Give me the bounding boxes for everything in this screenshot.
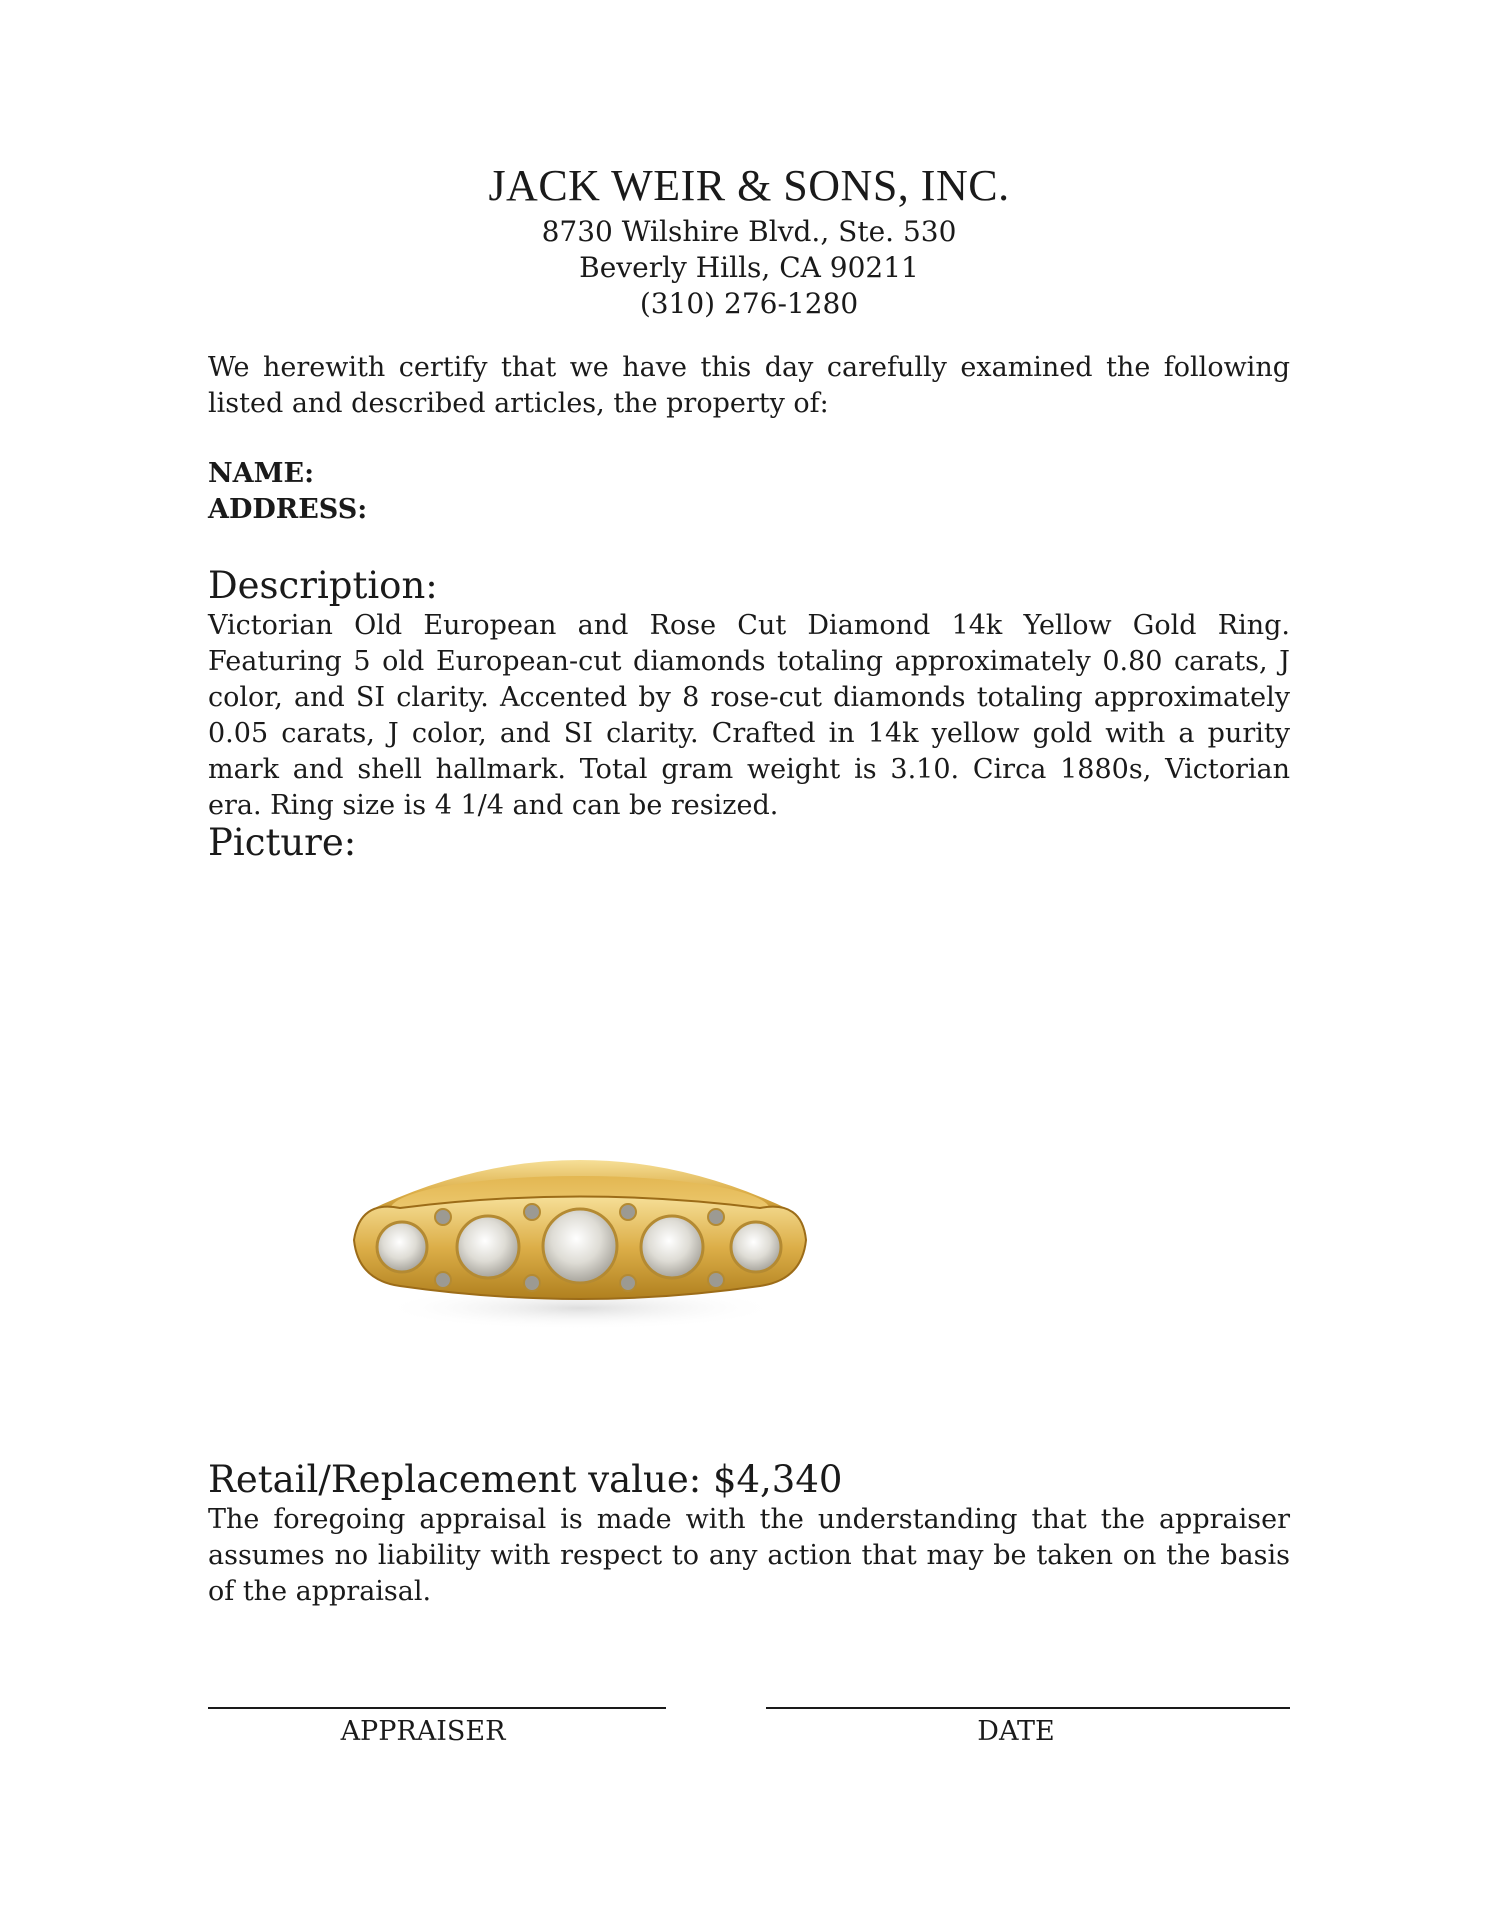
letterhead	[0, 158, 1498, 322]
appraiser-signature-line	[208, 1707, 666, 1709]
replacement-value: Retail/Replacement value: $4,340	[208, 1458, 843, 1501]
rose-diamond-8	[708, 1272, 724, 1288]
address-label: ADDRESS:	[208, 494, 368, 525]
rose-diamond-3	[524, 1204, 540, 1220]
company-name: JACK WEIR & SONS, INC.	[488, 161, 1010, 210]
company-city-state-zip: Beverly Hills, CA 90211	[579, 251, 919, 284]
diamond-2	[457, 1216, 519, 1278]
diamond-5	[731, 1222, 781, 1272]
company-street-address: 8730 Wilshire Blvd., Ste. 530	[541, 215, 957, 248]
certification-statement: We herewith certify that we have this day carefully examined the following listed and described articles, the property of:	[208, 352, 1290, 419]
rose-diamond-6	[620, 1275, 636, 1291]
date-signature-line	[766, 1707, 1290, 1709]
ring-photo	[340, 1090, 820, 1390]
diamond-1	[377, 1222, 427, 1272]
date-label: DATE	[977, 1716, 1055, 1747]
diamond-4	[641, 1216, 703, 1278]
rose-diamond-4	[524, 1275, 540, 1291]
rose-diamond-1	[435, 1209, 451, 1225]
diamond-3	[543, 1209, 617, 1283]
picture-heading: Picture:	[208, 821, 357, 864]
liability-disclaimer: The foregoing appraisal is made with the understanding that the appraiser assumes no liability with respect to any action that may be taken on the basis of the appraisal.	[208, 1504, 1290, 1607]
appraiser-label: APPRAISER	[340, 1716, 506, 1747]
rose-diamond-5	[620, 1204, 636, 1220]
rose-diamond-7	[708, 1209, 724, 1225]
description-body: Victorian Old European and Rose Cut Diamond 14k Yellow Gold Ring. Featuring 5 old European-cut diamonds totaling approximately 0.80 carats, J color, and SI clarity. Accented by 8 rose-cut diamonds totaling approximately 0.05 carats, J color, and SI clarity. Crafted in 14k yellow gold with a purity mark and shell hallmark. Total gram weight is 3.10. Circa 1880s, Victorian era. Ring size is 4 1/4 and can be resized.	[208, 610, 1290, 821]
rose-diamond-2	[435, 1272, 451, 1288]
ring-illustration	[340, 1090, 820, 1390]
description-heading: Description:	[208, 564, 438, 607]
name-label: NAME:	[208, 458, 315, 489]
company-phone: (310) 276-1280	[639, 287, 859, 320]
owner-fields	[208, 456, 1290, 528]
